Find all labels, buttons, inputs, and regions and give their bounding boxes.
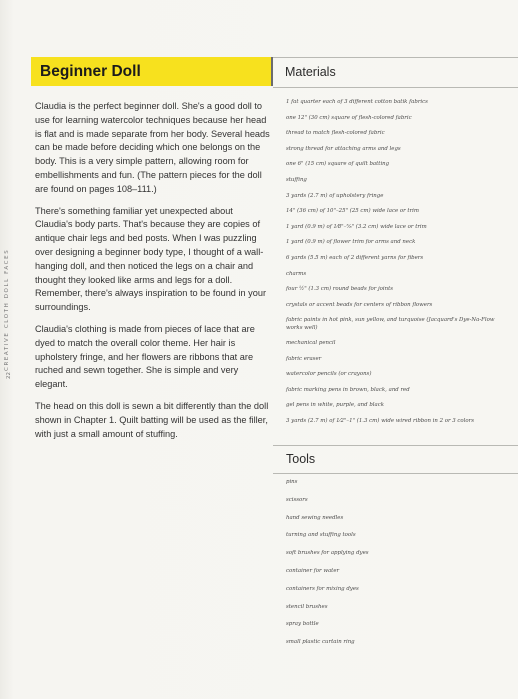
list-item: gel pens in white, purple, and black [286,402,384,409]
list-item: fabric marking pens in brown, black, and red [286,386,410,393]
list-item: 6 yards (5.5 m) each of 2 different yarns for fibers [286,254,424,261]
tools-title: Tools [286,452,316,466]
list-item: one 6" (15 cm) square of quilt batting [286,161,390,168]
list-item: turning and stuffing tools [286,532,356,539]
list-item: small plastic curtain ring [286,639,355,646]
list-item: spray bottle [286,621,319,628]
title-banner [31,57,271,86]
list-item: scissors [286,496,308,503]
list-item: four ½" (1.3 cm) round beads for joints [286,286,394,293]
list-item: watercolor pencils (or crayons) [286,371,372,378]
list-item: 1 yard (0.9 m) of flower trim for arms and neck [286,239,416,246]
list-item: charms [286,270,307,277]
paragraph: There's something familiar yet unexpected about Claudia's body parts. That's because they are copies of antique chair legs and bed posts. When I was puzzling over designing a beginner body type, I thought of a wall-hanging doll, and then noticed the legs on a chair and thought they looked like arms and legs for a doll. Remember, there's always inspiration to be found in your surroundings. [35,205,267,313]
list-item: thread to match flesh-colored fabric [286,130,385,137]
materials-list [286,99,511,434]
page-title: Beginner Doll [40,63,141,80]
materials-title: Materials [285,65,336,79]
list-item: pins [286,479,298,485]
paragraph: Claudia's clothing is made from pieces of lace that are dyed to match the overall color theme. Her hair is upholstery fringe, and her flowers are ribbons that are ruched and sewn together. She is simple and very elegant. [35,323,255,390]
list-item: hand sewing needles [286,514,344,521]
paragraph: The head on this doll is sewn a bit differently than the doll shown in Chapter 1. Quilt batting will be used as the filler, with just a small amount of stuffing. [35,400,269,439]
list-item: containers for mixing dyes [286,585,359,592]
list-item: soft brushes for applying dyes [286,550,369,557]
tools-list [286,479,511,657]
list-item: 1 fat quarter each of 3 different cotton batik fabrics [286,99,428,105]
page-number: 22 [6,372,12,379]
list-item: mechanical pencil [286,340,336,347]
materials-header [273,57,518,88]
list-item: one 12" (30 cm) square of flesh-colored fabric [286,114,412,121]
list-item: 1 yard (0.9 m) of 1⁄8"–⁵⁄₈" (3.2 cm) wide lace or trim [286,223,427,230]
tools-header [273,445,518,474]
list-item: fabric paints in hot pink, sun yellow, and turquoise (Jacquard's Dye-Na-Flow works well) [286,317,495,331]
paragraph: Claudia is the perfect beginner doll. She's a good doll to use for learning watercolor techniques because her head is flat and is made separate from her body. Several heads can be made before deciding which one belongs on the body. This is a very simple pattern, allowing room for embellishments and fun. (The pattern pieces for the doll are found on pages 108–111.) [35,101,270,194]
list-item: stuffing [286,176,307,183]
list-item: strong thread for attaching arms and legs [286,145,401,152]
intro-text [35,100,271,449]
list-item: crystals or accent beads for centers of ribbon flowers [286,301,433,308]
list-item: stencil brushes [286,603,328,610]
running-head: CREATIVE CLOTH DOLL FACES [4,248,10,372]
list-item: fabric eraser [286,355,322,362]
list-item: 3 yards (2.7 m) of upholstery fringe [286,192,384,199]
list-item: 3 yards (2.7 m) of 1⁄2"–1" (1.3 cm) wide wired ribbon in 2 or 3 colors [286,418,474,425]
list-item: 14" (36 cm) of 10"–25" (25 cm) wide lace or trim [286,208,420,215]
list-item: container for water [286,567,340,574]
